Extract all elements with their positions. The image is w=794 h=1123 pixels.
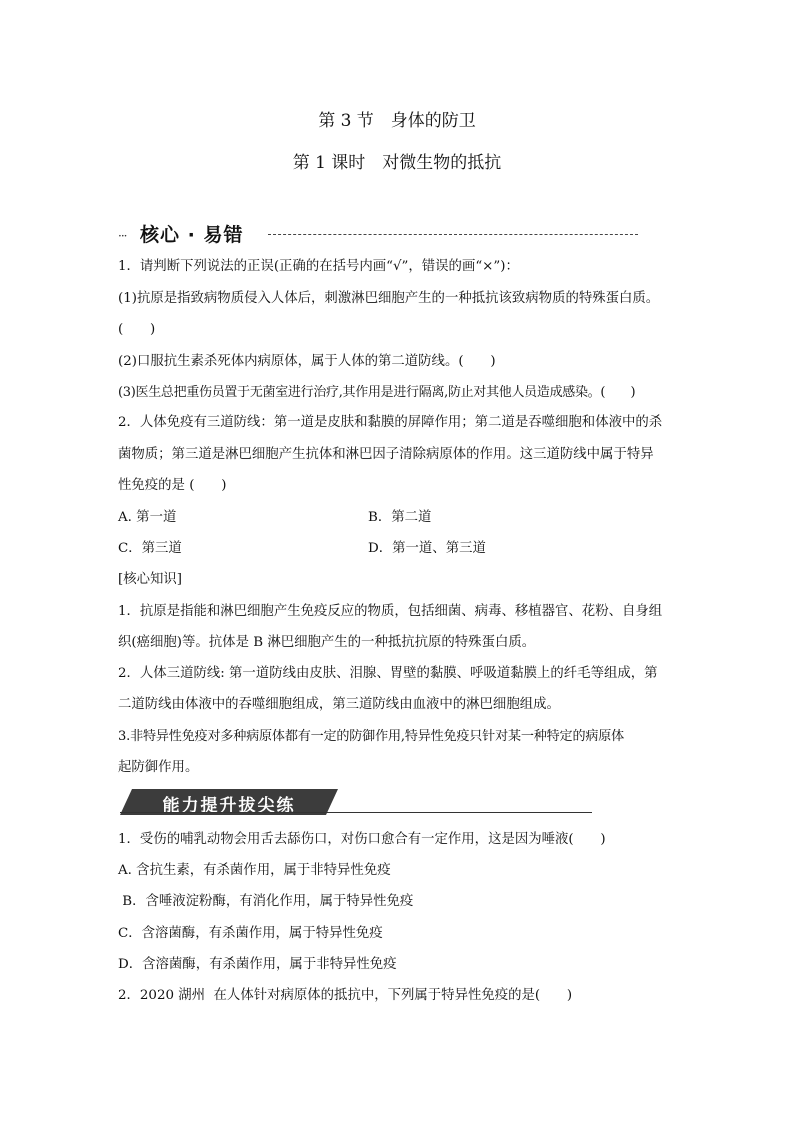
question-2-option-d[interactable]: D．第一道、第三道 <box>368 541 486 556</box>
knowledge-1-line-1: 1．抗原是指能和淋巴细胞产生免疫反应的物质，包括细菌、病毒、移植器官、花粉、自身组 <box>118 604 663 619</box>
lesson-title: 第 1 课时 对微生物的抵抗 <box>292 153 502 173</box>
question-2-line-2: 菌物质；第三道是淋巴细胞产生抗体和淋巴因子清除病原体的作用。这三道防线中属于特异 <box>118 447 654 462</box>
section-title: 第 3 节 身体的防卫 <box>318 111 476 131</box>
question-1-item-2: (2)口服抗生素杀死体内病原体，属于人体的第二道防线。( ) <box>118 354 496 369</box>
section-header-label: 核心 · 易错 <box>140 224 244 246</box>
knowledge-1-line-2: 织(癌细胞)等。抗体是 B 淋巴细胞产生的一种抵抗抗原的特殊蛋白质。 <box>118 635 536 650</box>
practice-1-stem: 1．受伤的哺乳动物会用舌去舔伤口，对伤口愈合有一定作用，这是因为唾液( ) <box>118 832 606 847</box>
knowledge-2-line-1: 2．人体三道防线: 第一道防线由皮肤、泪腺、胃壁的黏膜、呼吸道黏膜上的纤毛等组成，第 <box>118 666 658 681</box>
section-header-dashed-rule <box>268 234 638 235</box>
practice-2-stem: 2．2020 湖州 在人体针对病原体的抵抗中，下列属于特异性免疫的是( ) <box>118 988 573 1003</box>
section-header-lead-dots: ··· <box>118 229 127 243</box>
section-header-rule <box>120 812 592 813</box>
section-header-core-errors <box>118 218 638 248</box>
question-1-stem: 1．请判断下列说法的正误(正确的在括号内画“√”，错误的画“×”)： <box>118 259 519 274</box>
question-1-item-3: (3)医生总把重伤员置于无菌室进行治疗,其作用是进行隔离,防止对其他人员造成感染。( ) <box>118 385 636 400</box>
knowledge-3-line-2: 起防御作用。 <box>118 760 199 775</box>
section-header-ability-boost <box>120 789 592 819</box>
question-2-option-c[interactable]: C．第三道 <box>118 541 182 556</box>
question-2-option-a[interactable]: A. 第一道 <box>118 510 177 525</box>
question-1-item-1: (1)抗原是指致病物质侵入人体后，刺激淋巴细胞产生的一种抵抗该致病物质的特殊蛋白质。 <box>118 291 660 306</box>
knowledge-heading: [核心知识] <box>118 572 183 587</box>
question-2-line-1: 2．人体免疫有三道防线：第一道是皮肤和黏膜的屏障作用；第二道是吞噬细胞和体液中的杀 <box>118 415 663 430</box>
question-2-option-b[interactable]: B．第二道 <box>368 510 432 525</box>
practice-1-option-d[interactable]: D．含溶菌酶，有杀菌作用，属于非特异性免疫 <box>118 957 397 972</box>
practice-1-option-c[interactable]: C．含溶菌酶，有杀菌作用，属于特异性免疫 <box>118 926 383 941</box>
section-header-label: 能力提升拔尖练 <box>162 796 296 816</box>
question-1-item-1-blank[interactable]: ( ) <box>118 322 156 337</box>
practice-1-option-b[interactable]: B．含唾液淀粉酶，有消化作用，属于特异性免疫 <box>118 894 414 909</box>
practice-1-option-a[interactable]: A. 含抗生素，有杀菌作用，属于非特异性免疫 <box>118 863 391 878</box>
knowledge-3-line-1: 3.非特异性免疫对多种病原体都有一定的防御作用,特异性免疫只针对某一种特定的病原体 <box>118 729 625 744</box>
question-2-line-3: 性免疫的是 ( ) <box>118 478 227 493</box>
knowledge-2-line-2: 二道防线由体液中的吞噬细胞组成，第三道防线由血液中的淋巴细胞组成。 <box>118 697 560 712</box>
